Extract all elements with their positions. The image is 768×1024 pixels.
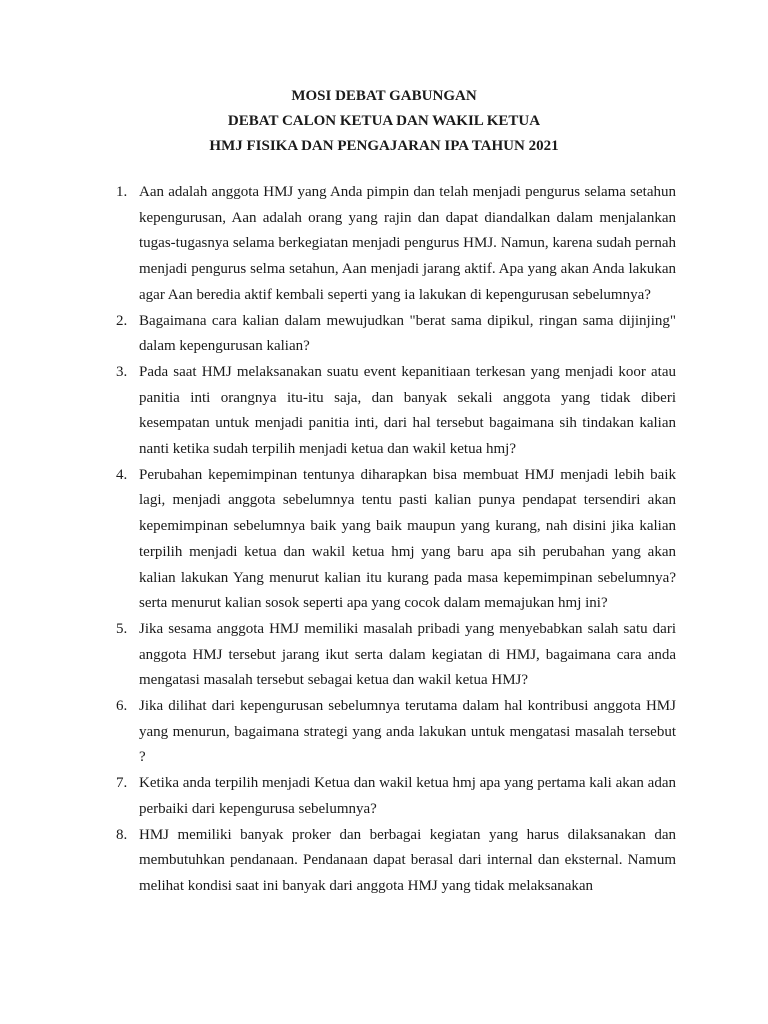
question-number: 8.	[116, 826, 128, 843]
title-line-2: DEBAT CALON KETUA DAN WAKIL KETUA	[227, 113, 541, 129]
question-text: Pada saat HMJ melaksanakan suatu event kepanitiaan terkesan yang menjadi koor atau panitia inti orangnya itu-itu saja, dan banyak sekali anggota yang tidak diberi kesempatan untuk menjadi panitia inti, dari hal tersebut bagaimana sih tindakan kalian nanti ketika sudah terpilih menjadi ketua dan wakil ketua hmj?	[139, 363, 676, 458]
question-text: Perubahan kepemimpinan tentunya diharapkan bisa membuat HMJ menjadi lebih baik lagi, menjadi anggota sebelumnya tentu pasti kalian punya pendapat tersendiri akan kepemimpinan sebelumnya baik yang baik maupun yang kurang, nah disini jika kalian terpilih menjadi ketua dan wakil ketua hmj yang baru apa sih perubahan yang akan kalian lakukan Yang menurut kalian itu kurang pada masa kepemimpinan sebelumnya? serta menurut kalian sosok seperti apa yang cocok dalam memajukan hmj ini?	[139, 466, 676, 612]
title-line-3: HMJ FISIKA DAN PENGAJARAN IPA TAHUN 2021	[209, 138, 559, 154]
question-list	[0, 180, 768, 900]
question-item-5	[0, 617, 768, 694]
question-item-6	[0, 694, 768, 771]
question-item-7	[0, 771, 768, 822]
question-item-8	[0, 823, 768, 900]
document-title	[0, 84, 768, 159]
question-text: Bagaimana cara kalian dalam mewujudkan "berat sama dipikul, ringan sama dijinjing" dalam kepengurusan kalian?	[139, 312, 676, 355]
question-text: Ketika anda terpilih menjadi Ketua dan wakil ketua hmj apa yang pertama kali akan adan perbaiki dari kepengurusa sebelumnya?	[139, 775, 676, 817]
question-number: 3.	[116, 363, 128, 380]
question-text: Jika dilihat dari kepengurusan sebelumnya terutama dalam hal kontribusi anggota HMJ yang menurun, bagaimana strategi yang anda lakukan untuk mengatasi masalah tersebut ?	[139, 698, 676, 766]
question-number: 2.	[116, 312, 128, 329]
question-item-1	[0, 180, 768, 309]
question-text: Jika sesama anggota HMJ memiliki masalah pribadi yang menyebabkan salah satu dari anggota HMJ tersebut jarang ikut serta dalam kegiatan di HMJ, bagaimana cara anda mengatasi masalah tersebut sebagai ketua dan wakil ketua HMJ?	[139, 620, 676, 689]
question-item-2	[0, 309, 768, 360]
question-number: 4.	[116, 466, 128, 483]
question-text: Aan adalah anggota HMJ yang Anda pimpin dan telah menjadi pengurus selama setahun kepengurusan, Aan adalah orang yang rajin dan dapat diandalkan dalam menjalankan tugas-tugasnya selama berkegiatan menjadi pengurus HMJ. Namun, karena sudah pernah menjadi pengurus selma setahun, Aan menjadi jarang aktif. Apa yang akan Anda lakukan agar Aan beredia aktif kembali seperti yang ia lakukan di kepengurusan sebelumnya?	[139, 184, 676, 303]
question-number: 5.	[116, 620, 128, 637]
question-number: 6.	[116, 698, 128, 715]
title-line-1: MOSI DEBAT GABUNGAN	[291, 88, 477, 104]
question-item-4	[0, 463, 768, 617]
question-item-3	[0, 360, 768, 463]
question-number: 1.	[116, 184, 128, 200]
question-text: HMJ memiliki banyak proker dan berbagai kegiatan yang harus dilaksanakan dan membutuhkan pendanaan. Pendanaan dapat berasal dari internal dan eksternal. Namum melihat kondisi saat ini banyak dari anggota HMJ yang tidak melaksanakan	[139, 826, 676, 894]
question-number: 7.	[116, 775, 128, 792]
